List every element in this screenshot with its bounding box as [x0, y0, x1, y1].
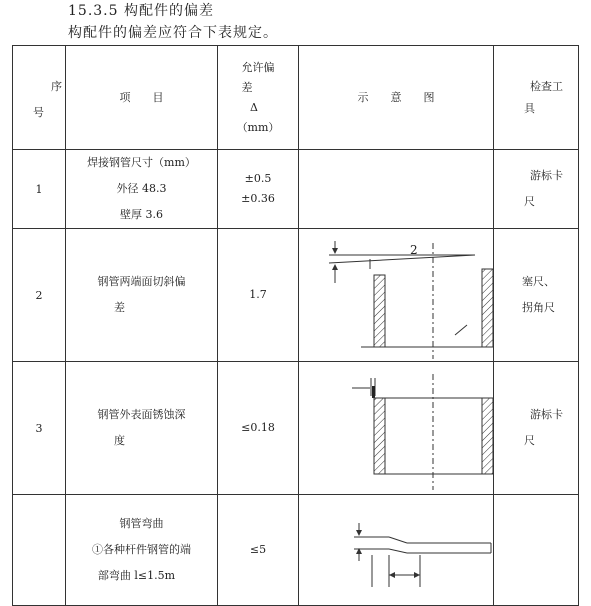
header-tolerance — [218, 46, 299, 150]
row-diagram-corrosion — [299, 362, 494, 495]
header-tol-2: 差 — [241, 80, 253, 94]
intro-text: 构配件的偏差应符合下表规定。 — [68, 25, 278, 41]
row-item — [66, 495, 218, 606]
header-tol-1: 允许偏 — [241, 60, 275, 74]
tol-line: 1.7 — [249, 288, 267, 301]
table-row — [13, 362, 579, 495]
item-line: ①各种杆件钢管的端 — [92, 543, 191, 556]
tol-line: ±0.5 — [244, 172, 272, 185]
deviation-table — [12, 45, 579, 606]
row-diagram-cut-slant — [299, 229, 494, 362]
row-number — [13, 495, 66, 606]
tool-line: 尺 — [524, 434, 535, 447]
tool-line: 尺 — [524, 195, 535, 208]
header-seq-b: 号 — [33, 106, 44, 119]
item-line: 度 — [114, 434, 125, 447]
pipe-bend-diagram — [299, 495, 494, 605]
item-line: 钢管外表面锈蚀深 — [97, 408, 186, 421]
row-item — [66, 150, 218, 229]
header-seq — [13, 46, 66, 150]
tol-line: ±0.36 — [241, 192, 275, 205]
item-line: 差 — [114, 301, 125, 314]
header-tool-1: 检查工 — [530, 79, 563, 93]
row-tool — [494, 150, 579, 229]
header-tool — [494, 46, 579, 150]
header-tol-3: Δ — [250, 100, 258, 114]
item-line: 壁厚 3.6 — [120, 208, 163, 221]
row-tolerance — [218, 150, 299, 229]
tol-line: ≤5 — [249, 543, 267, 556]
table-row — [13, 495, 579, 606]
row-item — [66, 229, 218, 362]
row-number: 3 — [13, 362, 66, 495]
table-header-row — [13, 46, 579, 150]
row-number: 1 — [13, 150, 66, 229]
item-line: 焊接钢管尺寸（mm） — [87, 156, 196, 169]
table-row — [13, 150, 579, 229]
header-seq-a: 序 — [51, 80, 62, 93]
tool-line: 游标卡 — [530, 408, 563, 421]
row-tool — [494, 229, 579, 362]
item-line: 部弯曲 l≤1.5m — [97, 569, 176, 582]
tool-line: 塞尺、 — [522, 275, 555, 288]
section-heading: 15.3.5 构配件的偏差 — [68, 3, 214, 19]
tol-line: ≤0.18 — [241, 421, 275, 434]
item-line: 钢管两端面切斜偏 — [97, 275, 186, 288]
header-item: 项 目 — [66, 46, 218, 150]
row-tool — [494, 495, 579, 606]
row-tolerance — [218, 229, 299, 362]
row-diagram-empty — [299, 150, 494, 229]
item-line: 外径 48.3 — [116, 182, 167, 195]
tool-line: 游标卡 — [530, 169, 563, 182]
header-tool-2: 具 — [524, 101, 535, 115]
diagram-label: 2 — [410, 243, 418, 257]
table-row — [13, 229, 579, 362]
end-cut-slant-diagram — [299, 229, 494, 361]
tool-line: 拐角尺 — [522, 301, 555, 314]
header-tol-4: （mm） — [236, 120, 280, 134]
corrosion-depth-diagram — [299, 362, 494, 494]
row-diagram-bending — [299, 495, 494, 606]
row-number: 2 — [13, 229, 66, 362]
header-diagram: 示 意 图 — [299, 46, 494, 150]
row-tolerance — [218, 495, 299, 606]
item-line: 钢管弯曲 — [119, 517, 164, 530]
row-tolerance — [218, 362, 299, 495]
row-tool — [494, 362, 579, 495]
row-item — [66, 362, 218, 495]
